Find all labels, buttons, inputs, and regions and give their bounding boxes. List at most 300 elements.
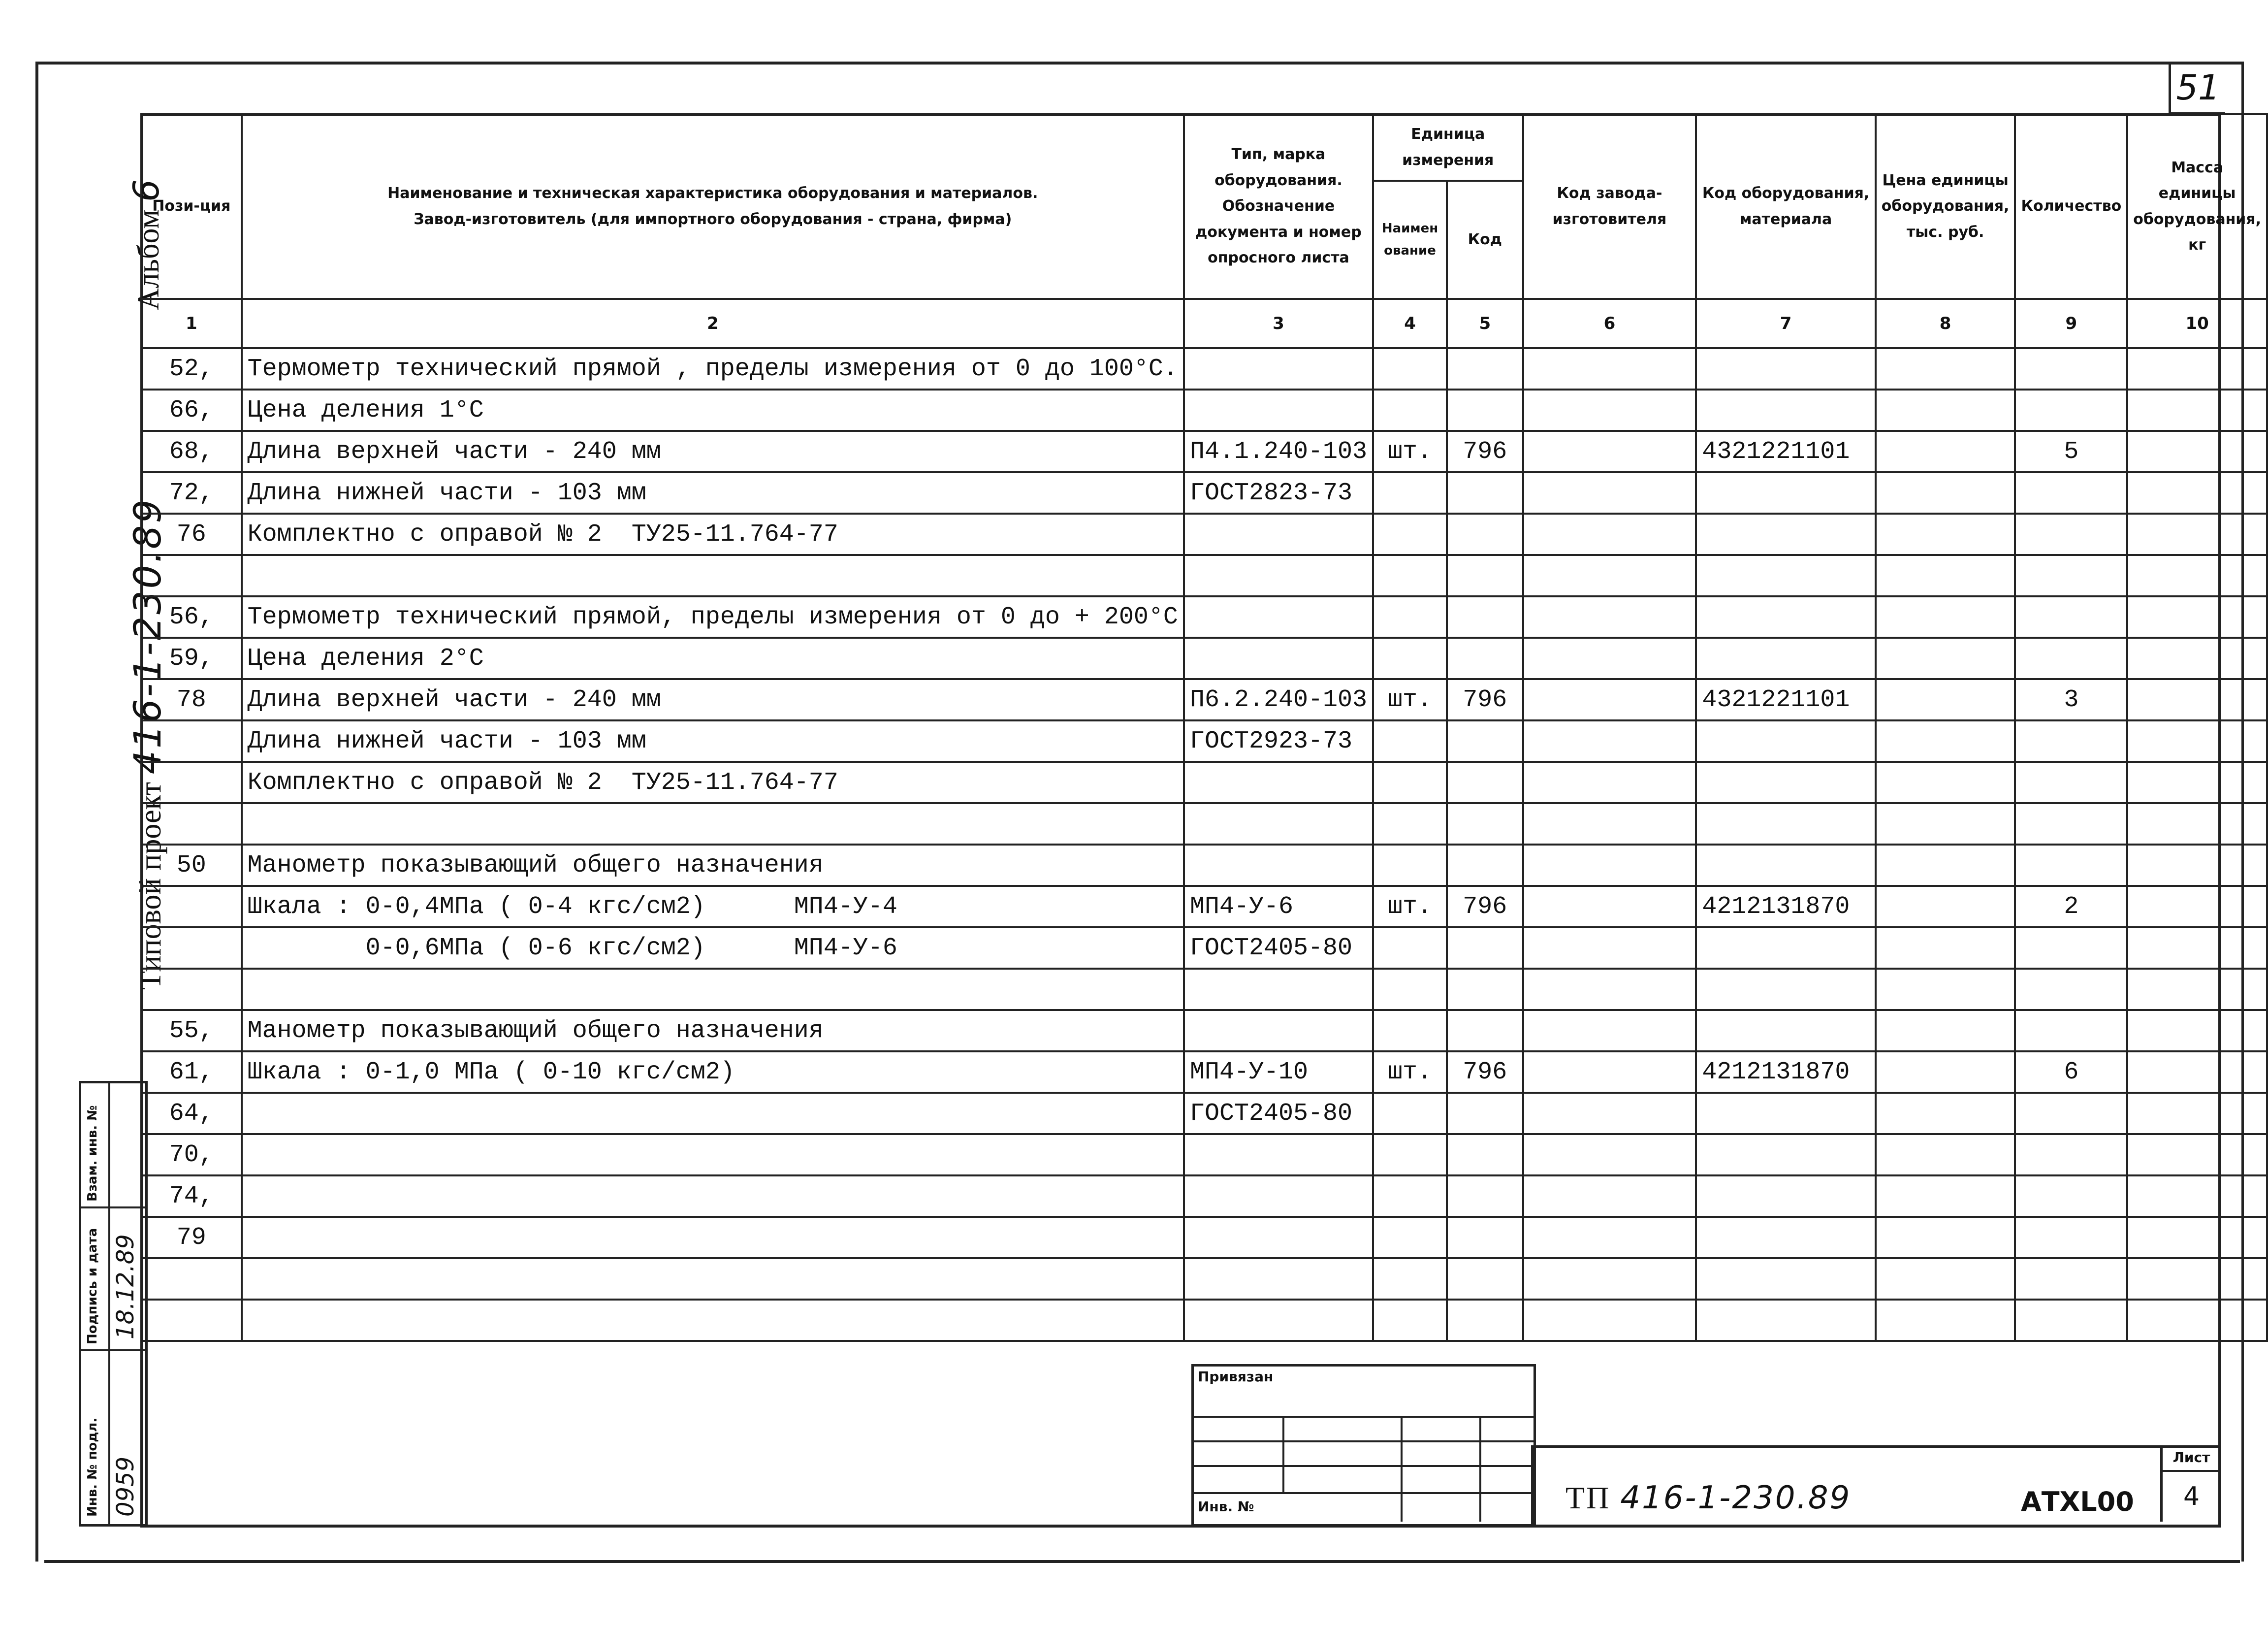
row-type [1184,845,1373,886]
row-mass [2127,348,2267,390]
header-price: Цена единицы оборудования, тыс. руб. [1876,114,2015,299]
row-name: Манометр показывающий общего назначения [242,845,1184,886]
row-position [141,555,242,596]
title-block-album: АTXL00 [2021,1486,2134,1517]
row-quantity [2015,1258,2127,1300]
row-equipment-code [1696,1175,1875,1217]
row-unit-code [1447,927,1523,969]
stamp-sign-date-label: Подпись и дата [85,1228,100,1344]
row-mfr-code [1523,927,1696,969]
row-unit [1373,348,1447,390]
row-mfr-code [1523,555,1696,596]
row-mass [2127,762,2267,803]
row-mass [2127,472,2267,514]
row-mass [2127,1300,2267,1341]
row-type: МП4-У-6 [1184,886,1373,927]
stamp-divider [81,1206,145,1208]
row-mass [2127,845,2267,886]
row-mfr-code [1523,1010,1696,1051]
row-mass [2127,1093,2267,1134]
row-mfr-code [1523,1217,1696,1258]
row-position: 66, [141,390,242,431]
row-position: 56, [141,596,242,638]
row-unit [1373,762,1447,803]
binding-divider [1194,1416,1533,1418]
row-mfr-code [1523,720,1696,762]
column-number: 1 [141,299,242,348]
row-type [1184,596,1373,638]
row-mfr-code [1523,679,1696,720]
row-name [242,1175,1184,1217]
table-row [141,1258,2267,1300]
binding-box [1191,1364,1536,1527]
binding-divider [1194,1465,1533,1467]
row-unit-code [1447,969,1523,1010]
header-equipment-code: Код оборудования, материала [1696,114,1875,299]
stamp-inv-orig-value: 0959 [112,1456,139,1517]
column-number: 7 [1696,299,1875,348]
row-mass [2127,886,2267,927]
column-number: 9 [2015,299,2127,348]
stamp-divider [81,1349,145,1351]
row-name: Термометр технический прямой, пределы измерения от 0 до + 200°С [242,596,1184,638]
binding-label: Привязан [1198,1368,1274,1385]
row-quantity [2015,514,2127,555]
row-position: 78 [141,679,242,720]
table-row [141,969,2267,1010]
title-block-code [1565,1480,1851,1516]
table-row [141,1010,2267,1051]
row-name: Цена деления 2°С [242,638,1184,679]
row-mass [2127,679,2267,720]
row-unit [1373,720,1447,762]
row-unit-code [1447,390,1523,431]
row-quantity: 2 [2015,886,2127,927]
side-stamp [79,1081,148,1527]
row-mass [2127,1051,2267,1093]
row-quantity: 6 [2015,1051,2127,1093]
row-quantity: 3 [2015,679,2127,720]
table-row [141,1217,2267,1258]
binding-divider [1194,1492,1533,1494]
row-unit [1373,1300,1447,1341]
row-name: Шкала : 0-1,0 МПа ( 0-10 кгс/см2) [242,1051,1184,1093]
row-name [242,1300,1184,1341]
row-unit: шт. [1373,679,1447,720]
row-type [1184,1134,1373,1175]
row-quantity [2015,927,2127,969]
column-number: 2 [242,299,1184,348]
row-unit-code: 796 [1447,886,1523,927]
row-type [1184,1258,1373,1300]
row-name [242,555,1184,596]
row-equipment-code [1696,596,1875,638]
row-unit: шт. [1373,431,1447,472]
row-unit [1373,1010,1447,1051]
row-type [1184,762,1373,803]
row-name: Длина нижней части - 103 мм [242,720,1184,762]
binding-vdivider [1479,1416,1481,1522]
row-mass [2127,555,2267,596]
row-unit-code [1447,596,1523,638]
row-type: ГОСТ2923-73 [1184,720,1373,762]
row-quantity [2015,1217,2127,1258]
row-equipment-code [1696,1258,1875,1300]
row-equipment-code [1696,969,1875,1010]
table-row [141,679,2267,720]
row-unit [1373,1217,1447,1258]
row-price [1876,1134,2015,1175]
row-quantity [2015,390,2127,431]
row-equipment-code [1696,762,1875,803]
table-row [141,886,2267,927]
row-unit: шт. [1373,1051,1447,1093]
row-name [242,803,1184,845]
row-name: Цена деления 1°С [242,390,1184,431]
row-price [1876,1300,2015,1341]
row-price [1876,1051,2015,1093]
row-price [1876,886,2015,927]
row-quantity [2015,596,2127,638]
row-mass [2127,1134,2267,1175]
row-unit-code [1447,762,1523,803]
row-type: ГОСТ2823-73 [1184,472,1373,514]
row-unit-code: 796 [1447,1051,1523,1093]
header-mass: Масса единицы оборудования, кг [2127,114,2267,299]
row-equipment-code: 4321221101 [1696,679,1875,720]
table-row [141,472,2267,514]
row-position: 70, [141,1134,242,1175]
row-mfr-code [1523,1093,1696,1134]
row-equipment-code [1696,555,1875,596]
row-position: 79 [141,1217,242,1258]
header-type: Тип, марка оборудования. Обозначение документа и номер опросного листа [1184,114,1373,299]
header-mfr-code: Код завода-изготовителя [1523,114,1696,299]
row-unit-code [1447,720,1523,762]
row-price [1876,679,2015,720]
row-mfr-code [1523,969,1696,1010]
row-equipment-code [1696,514,1875,555]
row-name: Комплектно с оправой № 2 ТУ25-11.764-77 [242,762,1184,803]
row-unit: шт. [1373,886,1447,927]
row-type: П4.1.240-103 [1184,431,1373,472]
row-type [1184,514,1373,555]
column-number: 6 [1523,299,1696,348]
row-unit [1373,514,1447,555]
row-position: 50 [141,845,242,886]
row-equipment-code [1696,638,1875,679]
row-quantity [2015,348,2127,390]
row-price [1876,1217,2015,1258]
row-quantity [2015,1134,2127,1175]
row-unit-code [1447,845,1523,886]
row-position: 61, [141,1051,242,1093]
row-mfr-code [1523,1258,1696,1300]
row-position: 64, [141,1093,242,1134]
title-block-sheet [2160,1445,2220,1522]
header-unit: Единица измерения [1373,114,1523,181]
row-name [242,1258,1184,1300]
row-equipment-code [1696,390,1875,431]
row-price [1876,638,2015,679]
title-block-prefix: ТП [1565,1480,1611,1515]
row-price [1876,348,2015,390]
row-equipment-code [1696,720,1875,762]
table-row [141,596,2267,638]
row-mfr-code [1523,390,1696,431]
row-position [141,803,242,845]
sheet-number: 4 [2183,1482,2200,1511]
row-quantity [2015,555,2127,596]
row-unit-code [1447,1134,1523,1175]
project-label-text: Типовой проект [134,781,167,990]
header-name-line1: Наименование и техническая характеристика оборудования и материалов. [387,185,1038,202]
header-position: Пози-ция [141,114,242,299]
binding-divider [1194,1440,1533,1442]
row-type [1184,803,1373,845]
row-mfr-code [1523,1300,1696,1341]
row-unit [1373,1093,1447,1134]
row-type [1184,1300,1373,1341]
row-unit-code [1447,514,1523,555]
row-price [1876,927,2015,969]
row-mass [2127,1175,2267,1217]
row-name: Длина нижней части - 103 мм [242,472,1184,514]
row-name [242,969,1184,1010]
binding-vdivider [1282,1416,1284,1492]
row-price [1876,1258,2015,1300]
row-mfr-code [1523,762,1696,803]
album-label-text: Альбом [132,209,165,310]
row-position: 76 [141,514,242,555]
row-quantity [2015,762,2127,803]
row-name: Шкала : 0-0,4МПа ( 0-4 кгс/см2) МП4-У-4 [242,886,1184,927]
stamp-inv-orig-label: Инв. № подл. [85,1417,100,1517]
row-unit-code: 796 [1447,431,1523,472]
table-row [141,638,2267,679]
column-number: 8 [1876,299,2015,348]
row-position: 68, [141,431,242,472]
row-quantity [2015,638,2127,679]
row-quantity [2015,1093,2127,1134]
sheet-corner-number: 51 [2169,63,2225,115]
row-equipment-code [1696,1010,1875,1051]
row-quantity [2015,472,2127,514]
stamp-inv-repl-label: Взам. инв. № [85,1105,100,1202]
row-quantity [2015,720,2127,762]
row-price [1876,1093,2015,1134]
row-quantity [2015,1010,2127,1051]
table-row [141,431,2267,472]
row-position [141,1258,242,1300]
header-unit-code: Код [1447,181,1523,299]
row-type [1184,638,1373,679]
row-unit-code [1447,1175,1523,1217]
row-unit-code [1447,1010,1523,1051]
row-equipment-code [1696,1093,1875,1134]
row-quantity [2015,1300,2127,1341]
drawing-frame-bottom [44,1560,2240,1563]
table-row [141,1051,2267,1093]
row-price [1876,514,2015,555]
row-price [1876,1010,2015,1051]
row-type [1184,1010,1373,1051]
row-mfr-code [1523,886,1696,927]
row-price [1876,555,2015,596]
row-type [1184,1217,1373,1258]
table-row [141,1300,2267,1341]
row-position: 55, [141,1010,242,1051]
row-unit [1373,390,1447,431]
row-equipment-code [1696,927,1875,969]
row-name [242,1134,1184,1175]
row-mfr-code [1523,845,1696,886]
row-unit [1373,845,1447,886]
row-mfr-code [1523,1175,1696,1217]
row-price [1876,390,2015,431]
row-type [1184,555,1373,596]
row-mfr-code [1523,1051,1696,1093]
specification-table [140,113,2268,1342]
row-price [1876,803,2015,845]
row-unit [1373,969,1447,1010]
header-quantity: Количество [2015,114,2127,299]
row-mass [2127,596,2267,638]
row-name: Термометр технический прямой , пределы измерения от 0 до 100°С. [242,348,1184,390]
row-unit [1373,1175,1447,1217]
table-row [141,1093,2267,1134]
row-mass [2127,927,2267,969]
row-price [1876,969,2015,1010]
row-type [1184,969,1373,1010]
row-mass [2127,969,2267,1010]
row-position [141,969,242,1010]
row-mass [2127,638,2267,679]
row-position [141,720,242,762]
row-name: Комплектно с оправой № 2 ТУ25-11.764-77 [242,514,1184,555]
row-unit [1373,638,1447,679]
row-quantity [2015,969,2127,1010]
row-quantity [2015,803,2127,845]
row-unit-code [1447,1217,1523,1258]
row-name [242,1217,1184,1258]
row-unit-code [1447,1300,1523,1341]
table-row [141,762,2267,803]
row-equipment-code [1696,1134,1875,1175]
binding-vdivider [1401,1416,1403,1522]
title-block-number: 416-1-230.89 [1620,1480,1852,1516]
row-quantity [2015,845,2127,886]
row-mass [2127,720,2267,762]
row-unit-code [1447,1093,1523,1134]
row-price [1876,720,2015,762]
row-type [1184,348,1373,390]
row-mfr-code [1523,638,1696,679]
row-price [1876,1175,2015,1217]
row-mass [2127,514,2267,555]
row-mfr-code [1523,348,1696,390]
header-name-line2: Завод-изготовитель (для импортного оборудования - страна, фирма) [414,210,1012,228]
row-unit [1373,472,1447,514]
row-equipment-code [1696,1217,1875,1258]
row-mass [2127,803,2267,845]
row-name: 0-0,6МПа ( 0-6 кгс/см2) МП4-У-6 [242,927,1184,969]
album-number: 6 [126,179,167,202]
row-type: ГОСТ2405-80 [1184,927,1373,969]
row-unit [1373,1134,1447,1175]
header-name [242,114,1184,299]
row-type: П6.2.240-103 [1184,679,1373,720]
row-price [1876,762,2015,803]
row-equipment-code [1696,845,1875,886]
row-quantity: 5 [2015,431,2127,472]
table-row [141,1175,2267,1217]
row-name: Манометр показывающий общего назначения [242,1010,1184,1051]
row-name: Длина верхней части - 240 мм [242,431,1184,472]
row-equipment-code [1696,472,1875,514]
row-unit-code [1447,555,1523,596]
row-position: 59, [141,638,242,679]
row-mfr-code [1523,431,1696,472]
row-unit-code [1447,348,1523,390]
table-row [141,927,2267,969]
table-row [141,1134,2267,1175]
row-equipment-code: 4321221101 [1696,431,1875,472]
row-unit [1373,596,1447,638]
row-unit-code: 796 [1447,679,1523,720]
row-position [141,762,242,803]
binding-inv-label: Инв. № [1198,1498,1254,1515]
row-position [141,1300,242,1341]
row-equipment-code: 4212131870 [1696,886,1875,927]
row-mfr-code [1523,472,1696,514]
row-mfr-code [1523,1134,1696,1175]
row-equipment-code: 4212131870 [1696,1051,1875,1093]
sheet-label: Лист [2163,1445,2220,1472]
row-mass [2127,431,2267,472]
row-mass [2127,1258,2267,1300]
stamp-sign-date-value: 18.12.89 [112,1234,139,1339]
column-number: 5 [1447,299,1523,348]
row-position [141,927,242,969]
row-type [1184,390,1373,431]
row-unit-code [1447,1258,1523,1300]
table-row [141,390,2267,431]
row-mass [2127,1217,2267,1258]
row-unit [1373,555,1447,596]
row-quantity [2015,1175,2127,1217]
column-number: 10 [2127,299,2267,348]
row-unit [1373,1258,1447,1300]
row-position [141,886,242,927]
row-position: 72, [141,472,242,514]
row-price [1876,596,2015,638]
header-unit-name: Наименование [1373,181,1447,299]
table-row [141,348,2267,390]
row-name: Длина верхней части - 240 мм [242,679,1184,720]
table-row [141,514,2267,555]
row-position: 52, [141,348,242,390]
row-equipment-code [1696,803,1875,845]
row-mfr-code [1523,803,1696,845]
row-equipment-code [1696,1300,1875,1341]
row-unit-code [1447,803,1523,845]
table-row [141,845,2267,886]
column-number: 3 [1184,299,1373,348]
project-number: 416-1-230.89 [126,497,169,775]
table-row [141,555,2267,596]
row-type [1184,1175,1373,1217]
